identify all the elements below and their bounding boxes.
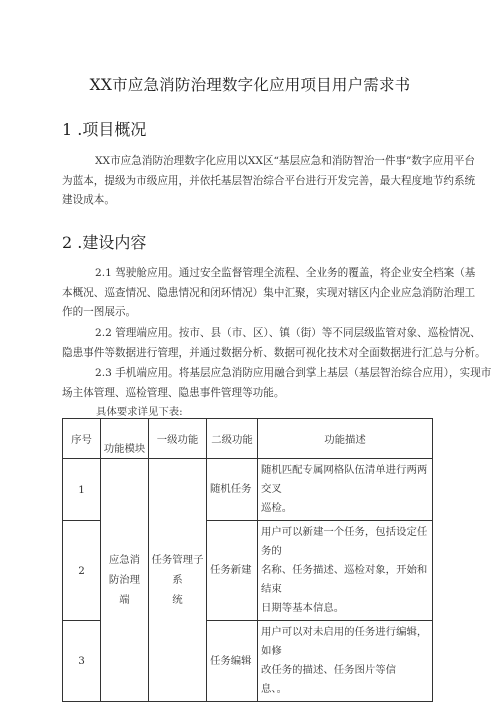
module-line: 端 bbox=[119, 594, 130, 606]
paragraph-line: 作的一图展示。 bbox=[62, 306, 137, 319]
desc-line: 随机匹配专属网格队伍清单进行两两交叉 bbox=[261, 464, 428, 495]
module-line: 防治理 bbox=[108, 574, 141, 586]
desc-line: 日期等基本信息。 bbox=[261, 602, 345, 614]
module-cell bbox=[101, 459, 149, 702]
row-seq: 1 bbox=[63, 459, 101, 521]
row-seq: 3 bbox=[63, 621, 101, 702]
header-level2: 二级功能 bbox=[207, 419, 258, 459]
section-2-paragraph-2 bbox=[62, 324, 486, 363]
desc-line: 名称、任务描述、巡检对象，开始和结束 bbox=[261, 564, 428, 595]
row-level2: 随机任务 bbox=[207, 459, 258, 521]
table-caption: 具体要求详见下表: bbox=[96, 406, 183, 418]
table-header-row bbox=[63, 419, 433, 459]
level1-line: 统 bbox=[172, 594, 183, 606]
row-desc bbox=[258, 459, 433, 521]
paragraph-line: 为蓝本，提级为市级应用，并依托基层智治综合平台进行开发完善，最大程度地节约系统 bbox=[62, 174, 476, 187]
desc-line: 改任务的描述、任务图片等信 bbox=[261, 664, 397, 676]
row-desc bbox=[258, 521, 433, 621]
section-1-heading: 1 .项目概况 bbox=[62, 120, 147, 139]
level1-line: 任务管理子系 bbox=[151, 554, 204, 586]
table-row bbox=[63, 459, 433, 521]
paragraph-line: 建设成本。 bbox=[62, 194, 115, 207]
section-2-paragraph-3 bbox=[62, 364, 492, 403]
section-2-heading: 2 .建设内容 bbox=[62, 233, 147, 252]
paragraph-line: 2.1 驾驶舱应用。通过安全监督管理全流程、全业务的覆盖，将企业安全档案（基 bbox=[95, 267, 476, 279]
row-level2: 任务新建 bbox=[207, 521, 258, 621]
header-module: 功能模块 bbox=[101, 419, 149, 459]
desc-line: 息、。 bbox=[261, 683, 287, 695]
desc-line: 巡检。 bbox=[261, 502, 293, 514]
paragraph-line: 场主体管理、巡检管理、隐患事件管理等功能。 bbox=[62, 386, 285, 399]
level1-cell bbox=[149, 459, 207, 702]
desc-line: 用户可以新建一个任务，包括设定任务的 bbox=[261, 526, 428, 557]
paragraph-line: 2.3 手机端应用。将基层应急消防应用融合到掌上基层（基层智治综合应用），实现市 bbox=[95, 367, 492, 379]
row-seq: 2 bbox=[63, 521, 101, 621]
desc-line: 用户可以对未启用的任务进行编辑，如修 bbox=[261, 626, 428, 657]
row-desc bbox=[258, 621, 433, 702]
header-desc: 功能描述 bbox=[258, 419, 433, 459]
header-level1: 一级功能 bbox=[149, 419, 207, 459]
row-level2: 任务编辑 bbox=[207, 621, 258, 702]
document-title: XX市应急消防治理数字化应用项目用户需求书 bbox=[89, 76, 411, 94]
paragraph-line: XX市应急消防治理数字化应用以XX区“基层应急和消防智治一件事”数字应用平台 bbox=[95, 155, 475, 167]
section-2-paragraph-1 bbox=[62, 264, 476, 323]
paragraph-line: 本概况、巡查情况、隐患情况和闭环情况）集中汇聚，实现对辖区内企业应急消防治理工 bbox=[62, 286, 476, 299]
paragraph-line: 隐患事件等数据进行管理，并通过数据分析、数据可视化技术对全面数据进行汇总与分析。 bbox=[62, 346, 486, 359]
module-line: 应急消 bbox=[108, 554, 141, 566]
requirements-table bbox=[62, 418, 433, 702]
paragraph-line: 2.2 管理端应用。按市、县（市、区）、镇（街）等不同层级监管对象、巡检情况、 bbox=[95, 327, 481, 339]
header-seq: 序号 bbox=[63, 419, 101, 459]
section-1-body bbox=[62, 152, 476, 211]
